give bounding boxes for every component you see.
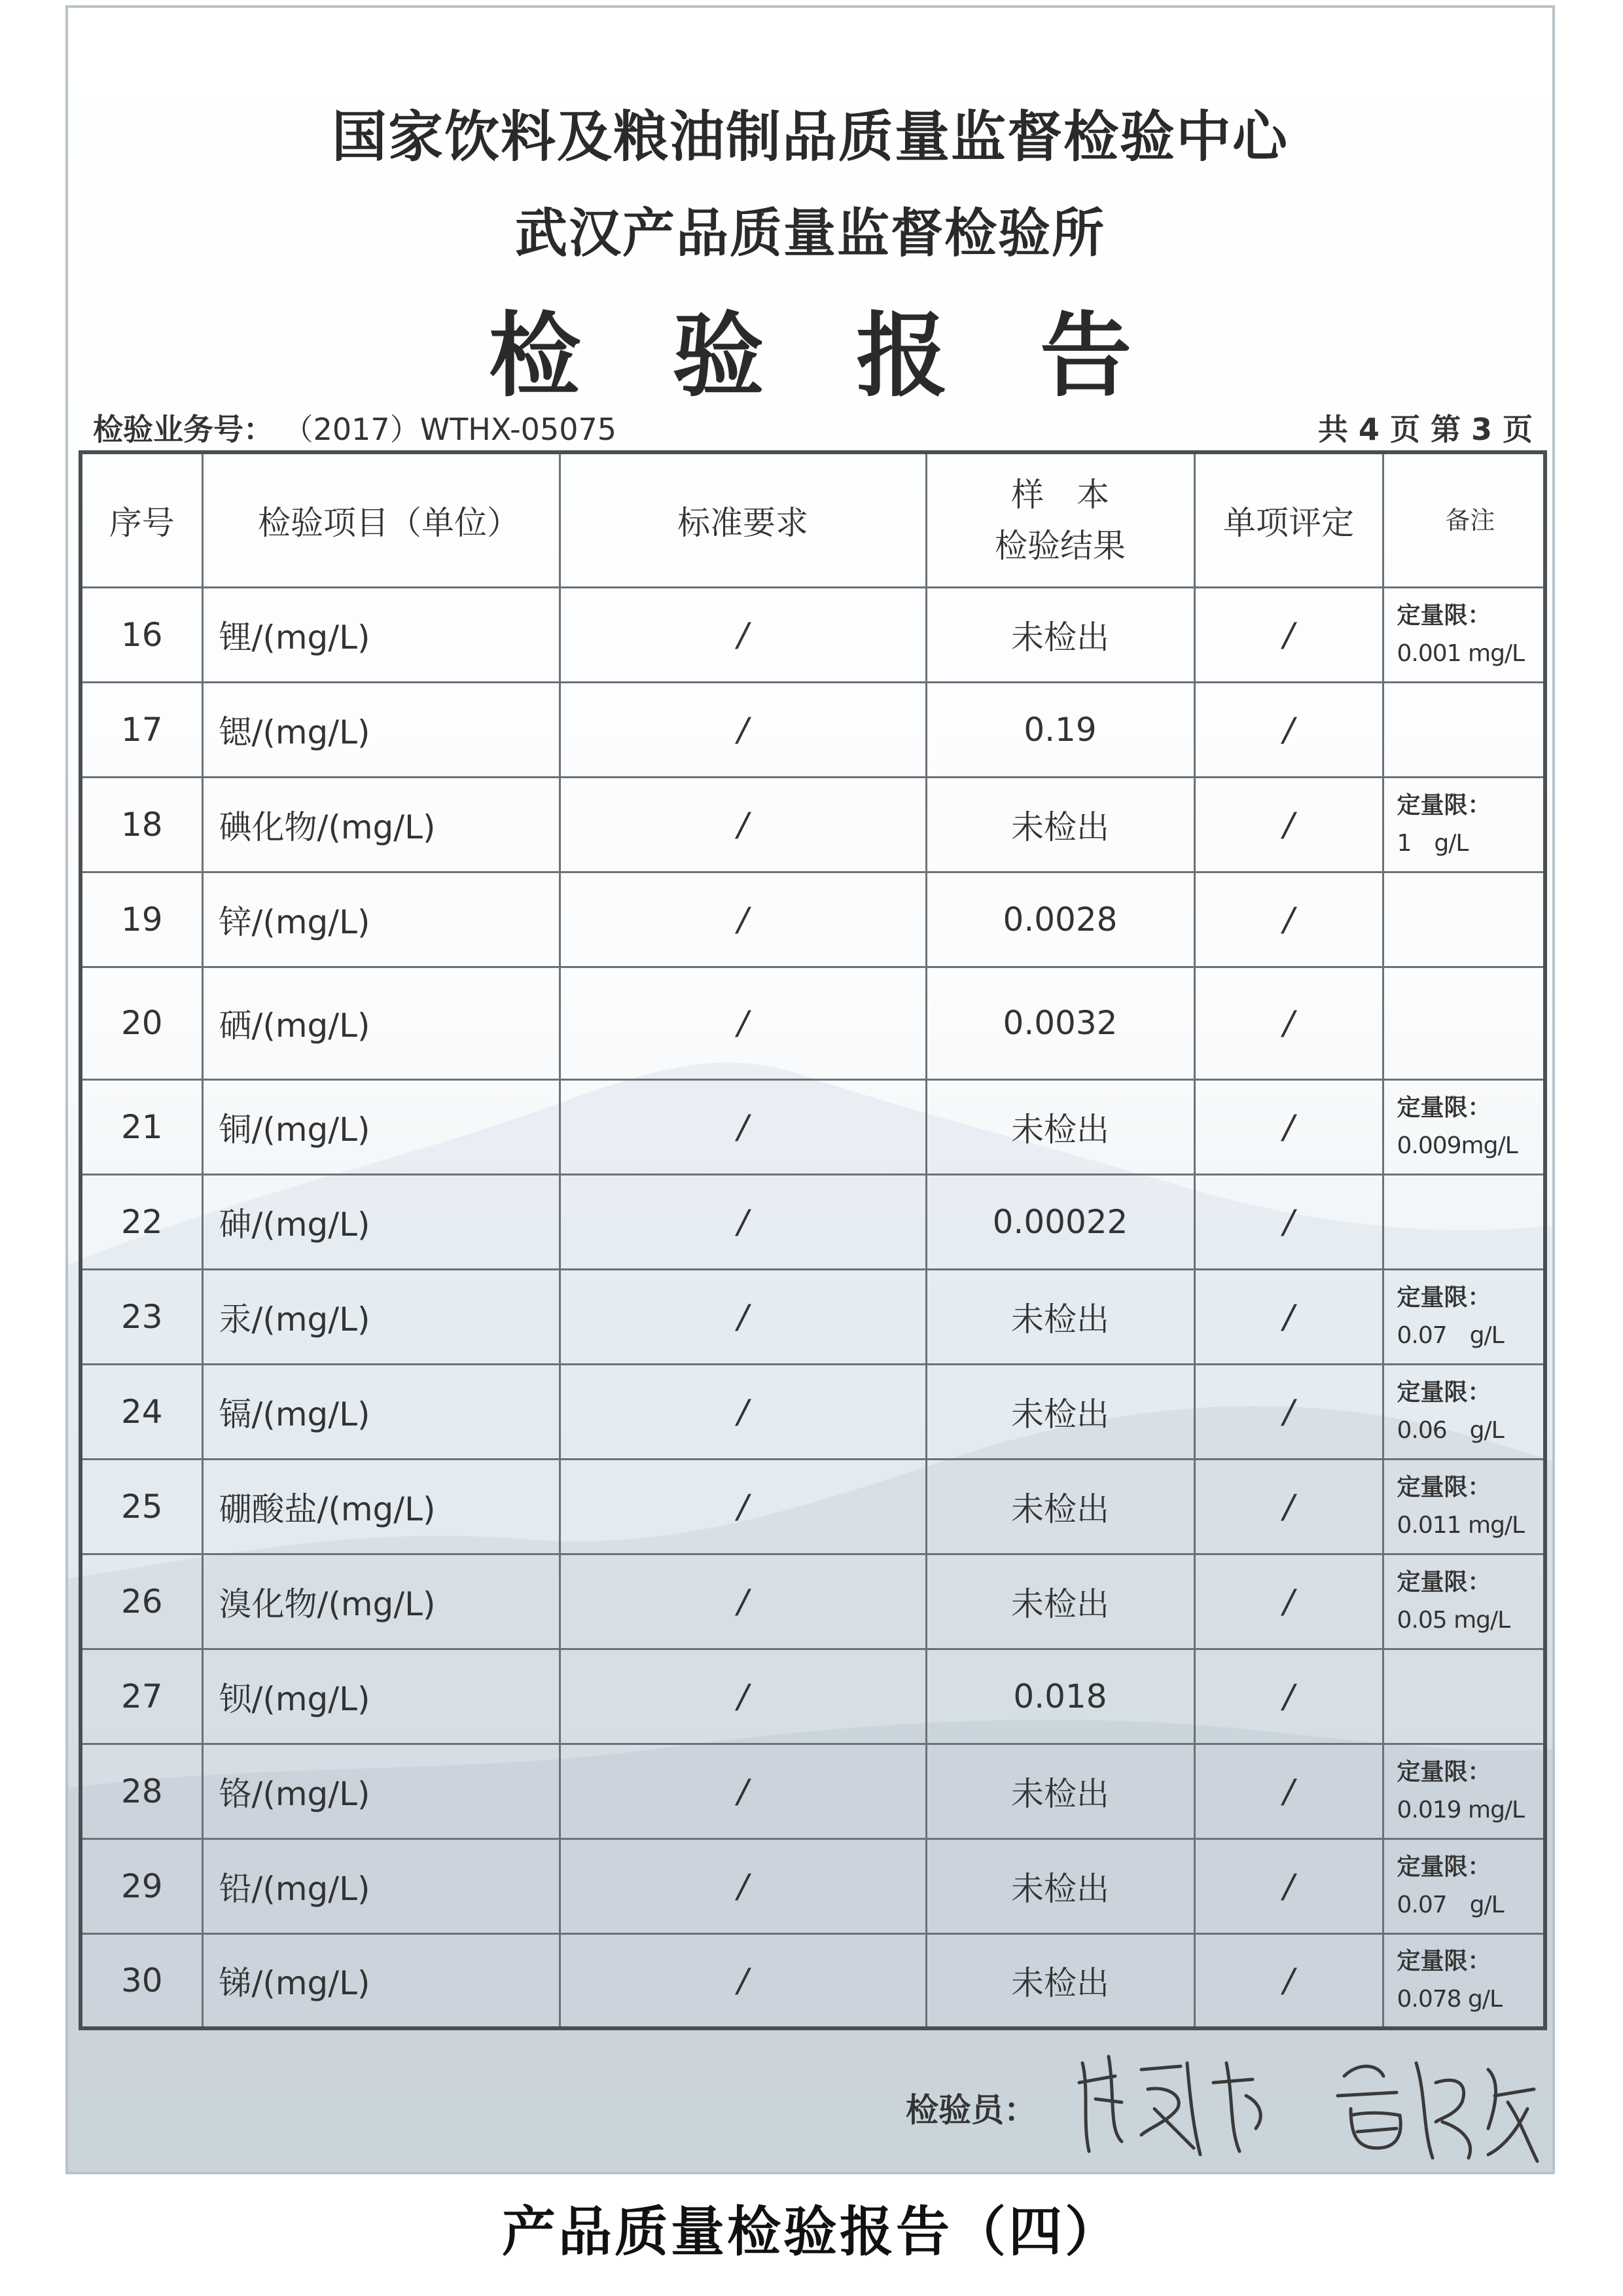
- cell-no: 20: [80, 967, 202, 1079]
- cell-evaluation: /: [1194, 1174, 1383, 1269]
- cell-result: 0.0028: [926, 872, 1194, 967]
- cell-standard: /: [560, 1933, 926, 2028]
- inspection-table: [79, 450, 1547, 2030]
- cell-remark: [1383, 1269, 1545, 1364]
- cell-evaluation: /: [1194, 1744, 1383, 1839]
- cell-result: 0.018: [926, 1649, 1194, 1744]
- table-row: [80, 1174, 1545, 1269]
- cell-item: 砷/(mg/L): [202, 1174, 560, 1269]
- cell-standard: /: [560, 777, 926, 872]
- remark-label: 定量限：: [1397, 1378, 1491, 1406]
- cell-remark: [1383, 1459, 1545, 1554]
- cell-evaluation: /: [1194, 1079, 1383, 1174]
- cell-standard: /: [560, 967, 926, 1079]
- business-number: [93, 406, 616, 449]
- col-header-evaluation: 单项评定: [1194, 452, 1383, 587]
- col-header-item: 检验项目（单位）: [202, 452, 560, 587]
- remark-label: 定量限：: [1397, 1283, 1491, 1311]
- cell-evaluation: /: [1194, 1269, 1383, 1364]
- cell-remark: [1383, 777, 1545, 872]
- cell-no: 19: [80, 872, 202, 967]
- col-header-result-line1: 样 本: [1011, 475, 1109, 514]
- cell-no: 22: [80, 1174, 202, 1269]
- cell-no: 30: [80, 1933, 202, 2028]
- cell-evaluation: /: [1194, 777, 1383, 872]
- cell-evaluation: /: [1194, 872, 1383, 967]
- cell-standard: /: [560, 1079, 926, 1174]
- business-number-value: （2017）WTHX-05075: [283, 412, 617, 447]
- remark-value: 0.001 mg/L: [1397, 639, 1525, 667]
- remark-label: 定量限：: [1397, 1947, 1491, 1975]
- remark-label: 定量限：: [1397, 791, 1491, 819]
- cell-standard: /: [560, 587, 926, 682]
- table-body: [80, 587, 1545, 2028]
- business-number-label: 检验业务号：: [93, 412, 274, 447]
- remark-label: 定量限：: [1397, 601, 1491, 629]
- table-row: [80, 1839, 1545, 1933]
- col-header-remark: 备注: [1383, 452, 1545, 587]
- remark-value: 1 g/L: [1397, 829, 1469, 857]
- remark-label: 定量限：: [1397, 1758, 1491, 1785]
- cell-result: 未检出: [926, 1269, 1194, 1364]
- table-row: [80, 1079, 1545, 1174]
- cell-no: 25: [80, 1459, 202, 1554]
- report-sheet: [65, 5, 1555, 2174]
- cell-result: 未检出: [926, 1839, 1194, 1933]
- cell-item: 铜/(mg/L): [202, 1079, 560, 1174]
- cell-item: 锑/(mg/L): [202, 1933, 560, 2028]
- col-header-no: 序号: [80, 452, 202, 587]
- remark-value: 0.07 g/L: [1397, 1891, 1504, 1918]
- cell-item: 溴化物/(mg/L): [202, 1554, 560, 1649]
- cell-result: 未检出: [926, 587, 1194, 682]
- org-name-line1: 国家饮料及粮油制品质量监督检验中心: [331, 105, 1289, 169]
- remark-value: 0.078 g/L: [1397, 1985, 1503, 2013]
- cell-item: 硒/(mg/L): [202, 967, 560, 1079]
- table-row: [80, 967, 1545, 1079]
- remark-label: 定量限：: [1397, 1473, 1491, 1501]
- cell-standard: /: [560, 1554, 926, 1649]
- table-row: [80, 1364, 1545, 1459]
- remark-label: 定量限：: [1397, 1568, 1491, 1596]
- table-row: [80, 682, 1545, 777]
- cell-no: 21: [80, 1079, 202, 1174]
- cell-evaluation: /: [1194, 1364, 1383, 1459]
- cell-item: 汞/(mg/L): [202, 1269, 560, 1364]
- cell-result: 0.0032: [926, 967, 1194, 1079]
- cell-result: 未检出: [926, 777, 1194, 872]
- cell-item: 硼酸盐/(mg/L): [202, 1459, 560, 1554]
- cell-standard: /: [560, 1269, 926, 1364]
- cell-remark: [1383, 967, 1545, 1079]
- table-row: [80, 777, 1545, 872]
- cell-no: 17: [80, 682, 202, 777]
- cell-no: 27: [80, 1649, 202, 1744]
- remark-value: 0.019 mg/L: [1397, 1796, 1525, 1823]
- cell-result: 未检出: [926, 1079, 1194, 1174]
- table-row: [80, 587, 1545, 682]
- cell-remark: [1383, 1554, 1545, 1649]
- cell-remark: [1383, 1649, 1545, 1744]
- cell-evaluation: /: [1194, 1839, 1383, 1933]
- remark-value: 0.06 g/L: [1397, 1416, 1504, 1444]
- cell-standard: /: [560, 1174, 926, 1269]
- table-row: [80, 1744, 1545, 1839]
- cell-remark: [1383, 1933, 1545, 2028]
- table-header-row: [80, 452, 1545, 587]
- cell-no: 28: [80, 1744, 202, 1839]
- table-row: [80, 872, 1545, 967]
- inspector-signatures: [1069, 2037, 1541, 2168]
- col-header-standard: 标准要求: [560, 452, 926, 587]
- cell-standard: /: [560, 1459, 926, 1554]
- cell-evaluation: /: [1194, 1649, 1383, 1744]
- remark-label: 定量限：: [1397, 1853, 1491, 1880]
- cell-standard: /: [560, 1744, 926, 1839]
- col-header-result-line2: 检验结果: [995, 526, 1126, 565]
- cell-no: 26: [80, 1554, 202, 1649]
- cell-item: 锶/(mg/L): [202, 682, 560, 777]
- remark-value: 0.011 mg/L: [1397, 1511, 1525, 1539]
- table-row: [80, 1649, 1545, 1744]
- cell-result: 未检出: [926, 1933, 1194, 2028]
- cell-result: 未检出: [926, 1459, 1194, 1554]
- cell-no: 24: [80, 1364, 202, 1459]
- cell-item: 铅/(mg/L): [202, 1839, 560, 1933]
- cell-standard: /: [560, 1839, 926, 1933]
- page-info: 共 4 页 第 3 页: [1317, 412, 1533, 447]
- cell-remark: [1383, 872, 1545, 967]
- table-row: [80, 1554, 1545, 1649]
- cell-item: 锂/(mg/L): [202, 587, 560, 682]
- cell-result: 0.19: [926, 682, 1194, 777]
- cell-evaluation: /: [1194, 967, 1383, 1079]
- inspector-label: 检验员：: [906, 2091, 1037, 2129]
- cell-remark: [1383, 1079, 1545, 1174]
- cell-standard: /: [560, 682, 926, 777]
- cell-evaluation: /: [1194, 1933, 1383, 2028]
- cell-remark: [1383, 1839, 1545, 1933]
- report-title: 检 验 报 告: [488, 303, 1162, 410]
- cell-item: 碘化物/(mg/L): [202, 777, 560, 872]
- cell-evaluation: /: [1194, 682, 1383, 777]
- cell-result: 0.00022: [926, 1174, 1194, 1269]
- cell-remark: [1383, 1744, 1545, 1839]
- table-row: [80, 1459, 1545, 1554]
- cell-result: 未检出: [926, 1744, 1194, 1839]
- cell-standard: /: [560, 872, 926, 967]
- cell-item: 锌/(mg/L): [202, 872, 560, 967]
- cell-item: 钡/(mg/L): [202, 1649, 560, 1744]
- cell-result: 未检出: [926, 1364, 1194, 1459]
- table-row: [80, 1269, 1545, 1364]
- page-caption: 产品质量检验报告（四）: [501, 2201, 1121, 2263]
- cell-no: 16: [80, 587, 202, 682]
- cell-evaluation: /: [1194, 1459, 1383, 1554]
- col-header-result: [926, 452, 1194, 587]
- remark-label: 定量限：: [1397, 1094, 1491, 1121]
- org-name-line2: 武汉产品质量监督检验所: [515, 203, 1105, 264]
- cell-evaluation: /: [1194, 1554, 1383, 1649]
- cell-remark: [1383, 1174, 1545, 1269]
- cell-standard: /: [560, 1649, 926, 1744]
- cell-no: 18: [80, 777, 202, 872]
- remark-value: 0.05 mg/L: [1397, 1606, 1510, 1634]
- remark-value: 0.07 g/L: [1397, 1321, 1504, 1349]
- remark-value: 0.009mg/L: [1397, 1132, 1518, 1159]
- cell-remark: [1383, 1364, 1545, 1459]
- cell-remark: [1383, 587, 1545, 682]
- cell-result: 未检出: [926, 1554, 1194, 1649]
- table-row: [80, 1933, 1545, 2028]
- cell-item: 镉/(mg/L): [202, 1364, 560, 1459]
- cell-standard: /: [560, 1364, 926, 1459]
- cell-no: 29: [80, 1839, 202, 1933]
- cell-remark: [1383, 682, 1545, 777]
- cell-item: 铬/(mg/L): [202, 1744, 560, 1839]
- cell-evaluation: /: [1194, 587, 1383, 682]
- cell-no: 23: [80, 1269, 202, 1364]
